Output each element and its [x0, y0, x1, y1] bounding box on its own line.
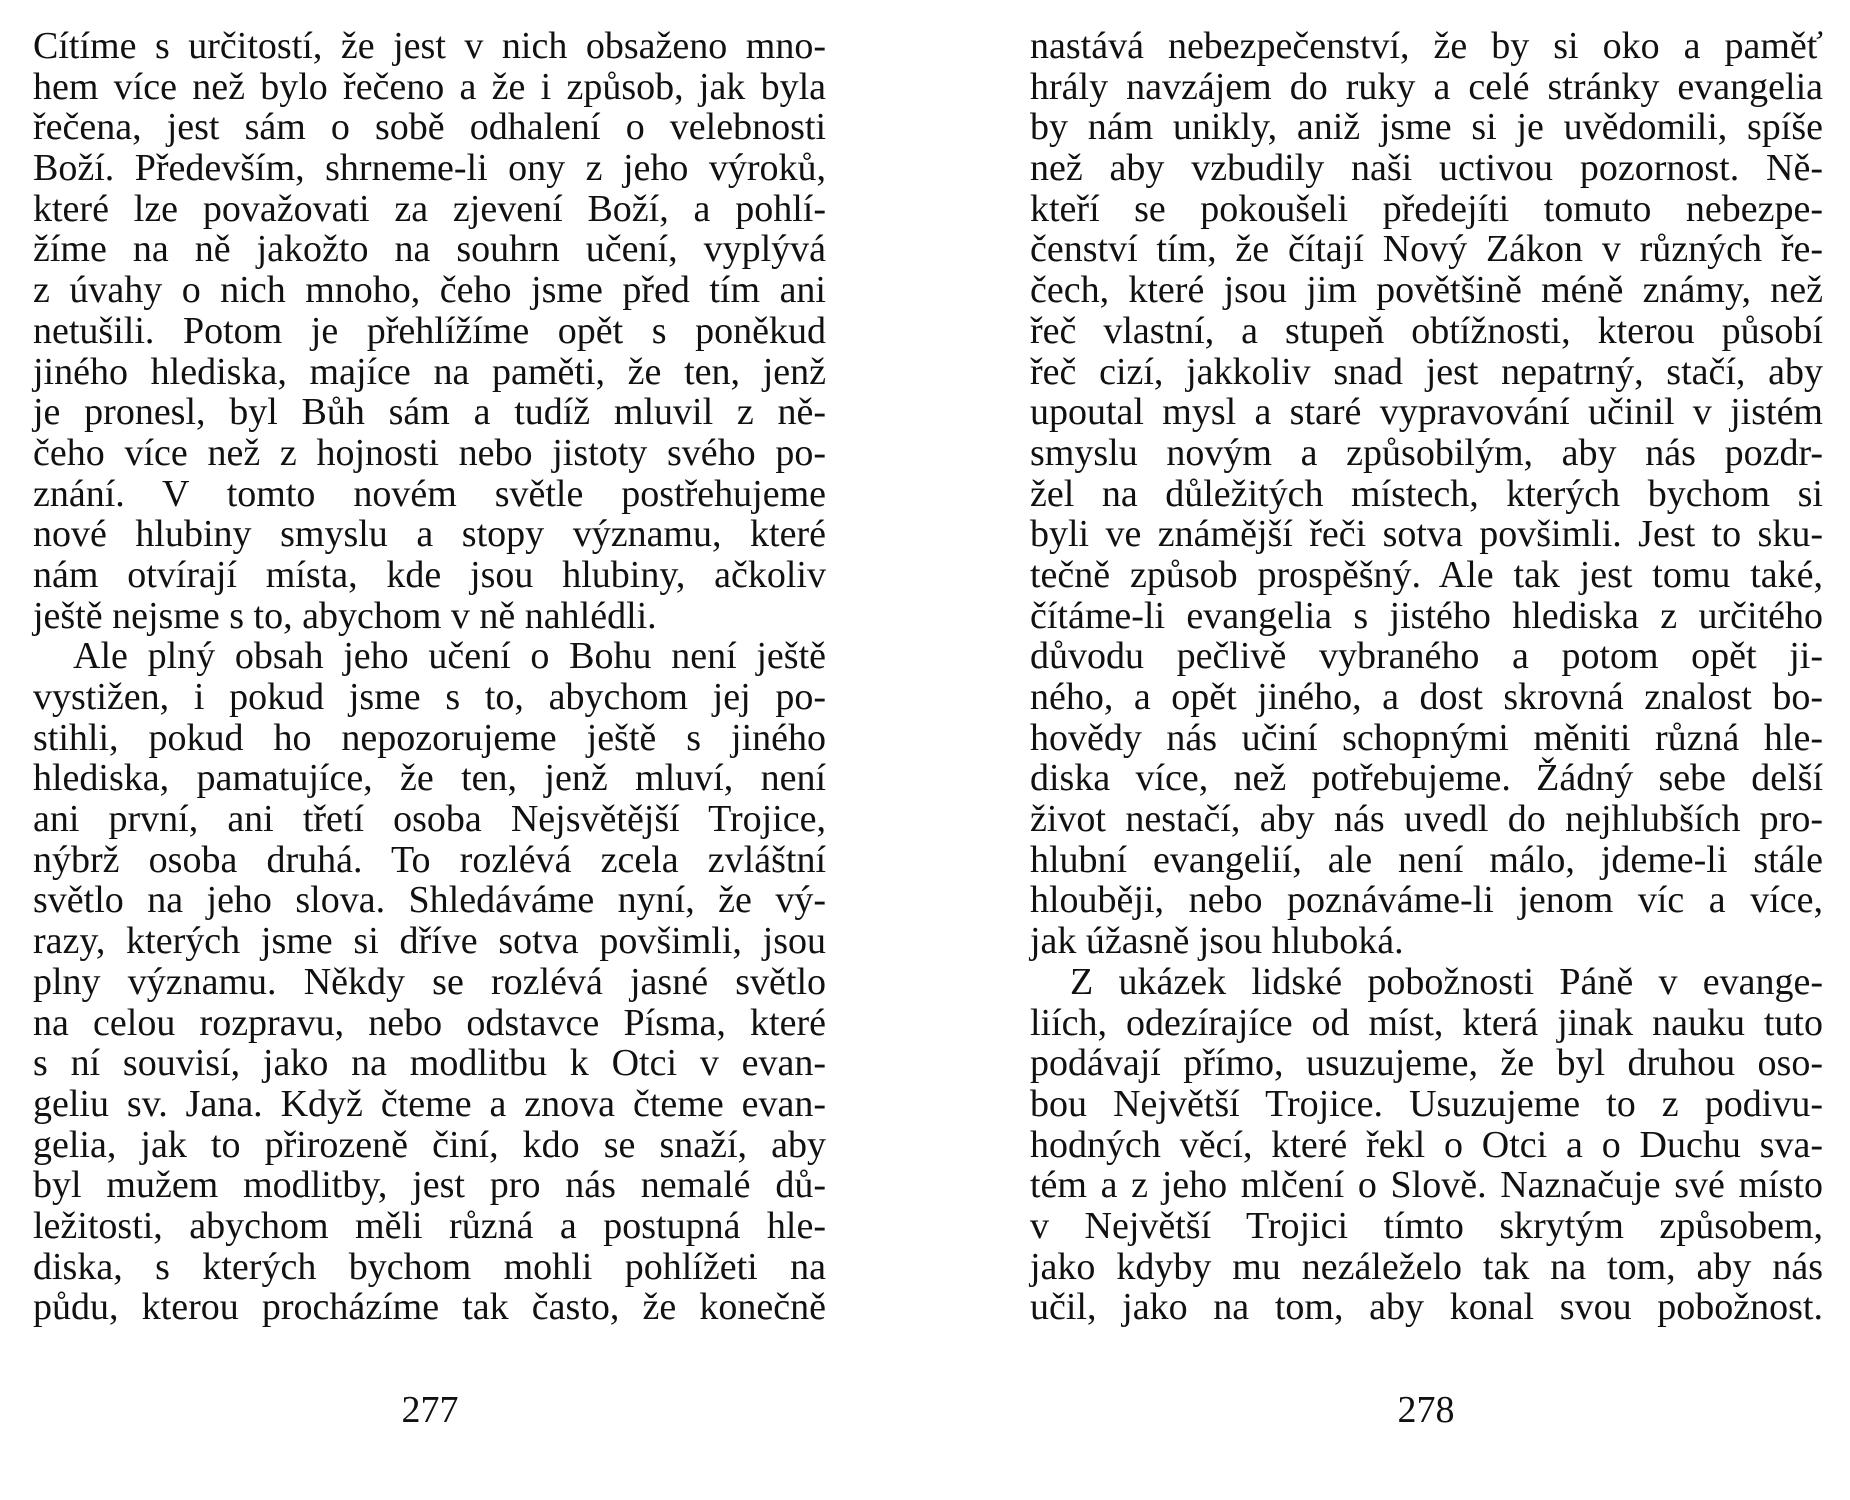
text-line: Boží. Především, shrneme-li ony z jeho výroků, — [33, 147, 826, 190]
text-line: znání. V tomto novém světle postřehujeme — [33, 472, 826, 515]
text-line: geliu sv. Jana. Když čteme a znova čteme evan- — [33, 1082, 826, 1125]
text-line: žel na důležitých místech, kterých bychom si — [1030, 472, 1823, 515]
text-line: učil, jako na tom, aby konal svou pobožnost. — [1030, 1286, 1823, 1329]
text-line: v Největší Trojici tímto skrytým způsobem, — [1030, 1204, 1823, 1247]
text-line: upoutal mysl a staré vypravování učinil v jistém — [1030, 391, 1823, 434]
text-line: Z ukázek lidské pobožnosti Páně v evange- — [1070, 960, 1823, 1003]
text-line: důvodu pečlivě vybraného a potom opět ji- — [1030, 635, 1823, 678]
text-line: ležitosti, abychom měli různá a postupná hle- — [33, 1204, 826, 1247]
text-line: podávají přímo, usuzujeme, že byl druhou oso- — [1030, 1042, 1823, 1085]
text-line: jiného hlediska, majíce na paměti, že ten, jenž — [33, 350, 826, 393]
text-line: z úvahy o nich mnoho, čeho jsme před tím ani — [33, 269, 826, 312]
text-line: nám otvírají místa, kde jsou hlubiny, ačkoliv — [33, 553, 826, 596]
text-line: hlubní evangelií, ale není málo, jdeme-li stále — [1030, 838, 1823, 881]
text-line: by nám unikly, aniž jsme si je uvědomili, spíše — [1030, 106, 1823, 149]
text-line: řeč cizí, jakkoliv snad jest nepatrný, stačí, aby — [1030, 350, 1823, 393]
text-line: liích, odezírajíce od míst, která jinak nauku tuto — [1030, 1001, 1823, 1044]
text-line: čeho více než z hojnosti nebo jistoty svého po- — [33, 431, 826, 474]
text-line: jak úžasně jsou hluboká. — [1030, 920, 1404, 963]
text-line: nastává nebezpečenství, že by si oko a paměť — [1030, 25, 1823, 67]
text-line: Cítíme s určitostí, že jest v nich obsaženo mno- — [33, 25, 826, 67]
right-page-text — [1030, 26, 1823, 1328]
text-line: kteří se pokoušeli předejíti tomuto nebezpe- — [1030, 187, 1823, 230]
text-line: je pronesl, byl Bůh sám a tudíž mluvil z ně- — [33, 391, 826, 434]
left-page-text — [33, 26, 826, 1328]
page-number-left: 277 — [401, 1389, 459, 1431]
text-line: čech, které jsou jim povětšině méně známy, než — [1030, 269, 1823, 312]
text-line: na celou rozpravu, nebo odstavce Písma, které — [33, 1001, 826, 1044]
text-line: stihli, pokud ho nepozorujeme ještě s jiného — [33, 716, 826, 759]
text-line: žíme na ně jakožto na souhrn učení, vyplývá — [33, 228, 826, 271]
text-line: ani první, ani třetí osoba Nejsvětější Trojice, — [33, 798, 826, 841]
text-line: čítáme-li evangelia s jistého hlediska z určitého — [1030, 594, 1823, 637]
text-line: hem více než bylo řečeno a že i způsob, jak byla — [33, 65, 826, 108]
text-line: smyslu novým a způsobilým, aby nás pozdr- — [1030, 431, 1823, 474]
text-line: hodných věcí, které řekl o Otci a o Duchu sva- — [1030, 1123, 1823, 1166]
text-line: půdu, kterou procházíme tak často, že konečně — [33, 1286, 826, 1329]
text-line: čenství tím, že čítají Nový Zákon v různých ře- — [1030, 228, 1823, 271]
text-line: řeč vlastní, a stupeň obtížnosti, kterou působí — [1030, 309, 1823, 352]
text-line: razy, kterých jsme si dříve sotva povšimli, jsou — [33, 920, 826, 963]
text-line: byl mužem modlitby, jest pro nás nemalé dů- — [33, 1164, 826, 1207]
text-line: jako kdyby mu nezáleželo tak na tom, aby nás — [1030, 1245, 1823, 1288]
text-line: bou Největší Trojice. Usuzujeme to z podivu- — [1030, 1082, 1823, 1125]
text-line: Ale plný obsah jeho učení o Bohu není ještě — [73, 635, 826, 678]
text-line: hrály navzájem do ruky a celé stránky evangelia — [1030, 65, 1823, 108]
text-line: než aby vzbudily naši uctivou pozornost. Ně- — [1030, 147, 1823, 190]
text-line: které lze považovati za zjevení Boží, a pohlí- — [33, 187, 826, 230]
text-line: život nestačí, aby nás uvedl do nejhlubších pro- — [1030, 798, 1823, 841]
text-line: gelia, jak to přirozeně činí, kdo se snaží, aby — [33, 1123, 826, 1166]
text-line: hlouběji, nebo poznáváme-li jenom víc a více, — [1030, 879, 1823, 922]
text-line: tém a z jeho mlčení o Slově. Naznačuje své místo — [1030, 1164, 1823, 1207]
text-line: ného, a opět jiného, a dost skrovná znalost bo- — [1030, 676, 1823, 718]
text-line: s ní souvisí, jako na modlitbu k Otci v evan- — [33, 1042, 826, 1085]
text-line: byli ve známější řeči sotva povšimli. Jest to sku- — [1030, 513, 1823, 556]
text-line: netušili. Potom je přehlížíme opět s poněkud — [33, 309, 826, 352]
text-line: diska, s kterých bychom mohli pohlížeti na — [33, 1245, 826, 1288]
text-line: plny významu. Někdy se rozlévá jasné světlo — [33, 960, 826, 1003]
text-line: nové hlubiny smyslu a stopy významu, které — [33, 513, 826, 556]
text-line: vystižen, i pokud jsme s to, abychom jej po- — [33, 676, 826, 718]
text-line: hovědy nás učiní schopnými měniti různá hle- — [1030, 716, 1823, 759]
text-line: nýbrž osoba druhá. To rozlévá zcela zvláštní — [33, 838, 826, 881]
text-line: řečena, jest sám o sobě odhalení o velebnosti — [33, 106, 826, 149]
text-line: tečně způsob prospěšný. Ale tak jest tomu také, — [1030, 553, 1823, 596]
text-line: hlediska, pamatujíce, že ten, jenž mluví, není — [33, 757, 826, 800]
text-line: diska více, než potřebujeme. Žádný sebe delší — [1030, 757, 1823, 800]
text-line: ještě nejsme s to, abychom v ně nahlédli. — [33, 594, 657, 637]
text-line: světlo na jeho slova. Shledáváme nyní, že vý- — [33, 879, 826, 922]
page-number-right: 278 — [1397, 1389, 1455, 1431]
